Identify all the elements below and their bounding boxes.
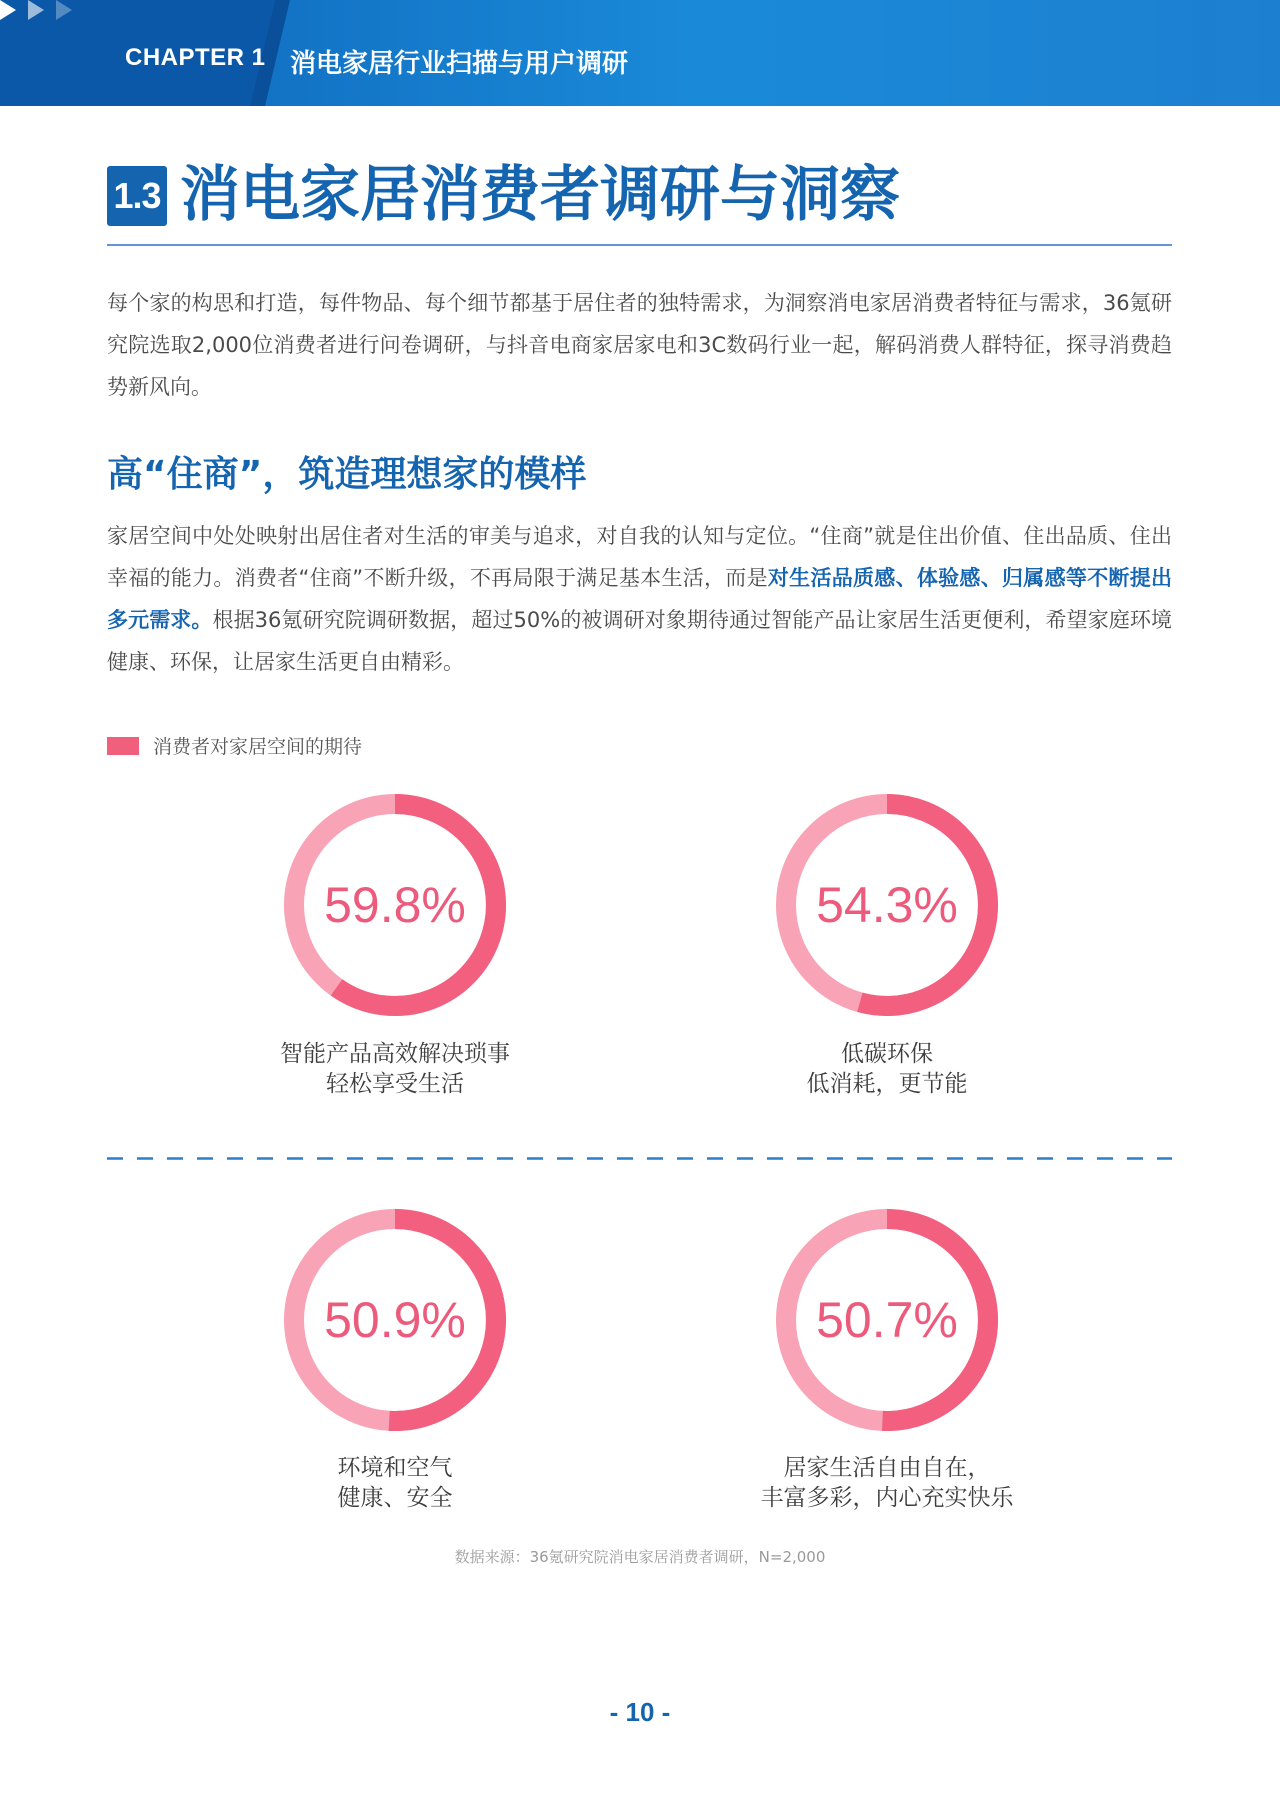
paragraph-text: 家居空间中处处映射出居住者对生活的审美与追求，对自我的认知与定位。“住商”就是住出价值、住出品质、住出幸福的能力。消费者“住商”不断升级，不再局限于满足基本生活，而是 <box>107 524 1172 590</box>
section-title: 消电家居消费者调研与洞察 <box>180 160 900 230</box>
page-number: - 10 - <box>609 1697 671 1727</box>
donut-value-label: 59.8% <box>324 877 466 933</box>
paragraph-text: 根据36氪研究院调研数据，超过50%的被调研对象期待通过智能产品让家居生活更便利，希望家庭环境健康、环保，让居家生活更自由精彩。 <box>107 608 1172 674</box>
caption-line: 智能产品高效解决琐事 <box>280 1041 510 1067</box>
donut-chart-low-carbon <box>775 793 999 1017</box>
section-number-badge: 1.3 <box>107 166 167 226</box>
legend-swatch <box>107 737 139 755</box>
donut-chart-healthy-environment <box>283 1208 507 1432</box>
donut-value-label: 50.7% <box>816 1292 958 1348</box>
subsection-paragraph <box>107 515 1172 683</box>
data-source-note: 数据来源：36氪研究院消电家居消费者调研，N=2,000 <box>454 1548 826 1566</box>
donut-caption <box>717 1453 1057 1513</box>
caption-line: 居家生活自由自在， <box>783 1455 991 1481</box>
dashed-divider <box>107 1157 1172 1160</box>
caption-line: 低碳环保 <box>841 1041 933 1067</box>
chapter-title: 消电家居行业扫描与用户调研 <box>290 49 629 79</box>
caption-line: 环境和空气 <box>337 1455 453 1481</box>
caption-line: 健康、安全 <box>337 1485 453 1511</box>
title-divider <box>107 244 1172 246</box>
play-arrows-icon <box>0 0 80 20</box>
caption-line: 轻松享受生活 <box>326 1071 464 1097</box>
legend-label: 消费者对家居空间的期待 <box>153 736 363 758</box>
donut-caption <box>717 1039 1057 1099</box>
donut-caption <box>225 1039 565 1099</box>
subsection-title: 高“住商”，筑造理想家的模样 <box>107 454 587 495</box>
caption-line: 丰富多彩，内心充实快乐 <box>760 1485 1014 1511</box>
chapter-label: CHAPTER 1 <box>125 44 266 71</box>
donut-chart-free-living <box>775 1208 999 1432</box>
donut-chart-smart-products <box>283 793 507 1017</box>
chart-legend <box>107 732 362 759</box>
donut-value-label: 50.9% <box>324 1292 466 1348</box>
caption-line: 低消耗，更节能 <box>806 1071 968 1097</box>
donut-caption <box>225 1453 565 1513</box>
donut-value-label: 54.3% <box>816 877 958 933</box>
intro-paragraph: 每个家的构思和打造，每件物品、每个细节都基于居住者的独特需求，为洞察消电家居消费者特征与需求，36氪研究院选取2,000位消费者进行问卷调研，与抖音电商家居家电和3C数码行业一起，解码消费人群特征，探寻消费趋势新风向。 <box>107 291 1172 399</box>
chapter-header <box>0 0 1280 106</box>
highlighted-text: 对生活品质感、体验感、归属感等不断提出多元需求。 <box>107 566 1172 632</box>
